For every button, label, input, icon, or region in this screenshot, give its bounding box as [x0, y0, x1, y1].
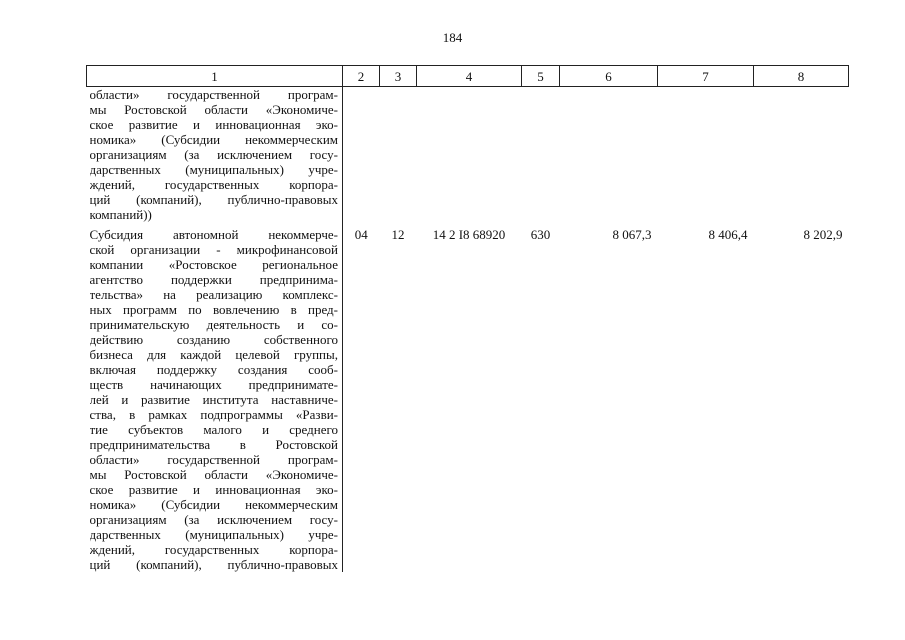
cell-expense-type: 630	[530, 227, 551, 242]
page-number: 184	[442, 30, 463, 45]
description-line: лей и развитие института наставниче-	[89, 392, 338, 407]
cell-amount-year-1	[560, 87, 658, 223]
description-line: ское развитие и инновационная эко-	[89, 117, 338, 132]
cell-expense-type	[522, 87, 560, 223]
header-col-5: 5	[522, 66, 560, 87]
description-line: дарственных (муниципальных) учре-	[89, 527, 338, 542]
description-line: ных программ по вовлечению в пред-	[89, 302, 338, 317]
header-col-2: 2	[343, 66, 380, 87]
cell-subsection	[380, 87, 417, 223]
header-col-8: 8	[754, 66, 849, 87]
description-line: ществ начинающих предпринимате-	[89, 377, 338, 392]
description-line: предпринимательства в Ростовской	[89, 437, 338, 452]
table-row-subsidy	[87, 222, 849, 572]
description-line: ций (компаний), публично-правовых	[89, 192, 338, 207]
cell-amount-year-2	[658, 87, 754, 223]
header-col-3: 3	[380, 66, 417, 87]
row-description	[87, 87, 343, 223]
row-description	[87, 222, 343, 572]
description-line: дарственных (муниципальных) учре-	[89, 162, 338, 177]
description-line: области» государственной програм-	[89, 87, 338, 102]
description-line: компании «Ростовское региональное	[89, 257, 338, 272]
description-line: действию созданию собственного	[89, 332, 338, 347]
cell-section: 04	[354, 227, 368, 242]
header-col-1: 1	[87, 66, 343, 87]
header-col-6: 6	[560, 66, 658, 87]
description-line: организациям (за исключением госу-	[89, 147, 338, 162]
cell-amount-year-3: 8 202,9	[803, 227, 843, 242]
description-line: ждений, государственных корпора-	[89, 177, 338, 192]
cell-subsection: 12	[391, 227, 405, 242]
cell-target-article	[417, 87, 522, 223]
table-row-continued	[87, 87, 849, 223]
cell-section	[343, 87, 380, 223]
description-line: включая поддержку создания сооб-	[89, 362, 338, 377]
description-line: номика» (Субсидии некоммерческим	[89, 497, 338, 512]
description-line: номика» (Субсидии некоммерческим	[89, 132, 338, 147]
description-line: организациям (за исключением госу-	[89, 512, 338, 527]
cell-target-article: 14 2 I8 68920	[432, 227, 506, 242]
description-line: ское развитие и инновационная эко-	[89, 482, 338, 497]
description-line: агентство поддержки предпринима-	[89, 272, 338, 287]
description-line: мы Ростовской области «Экономиче-	[89, 467, 338, 482]
header-col-4: 4	[417, 66, 522, 87]
description-line: области» государственной програм-	[89, 452, 338, 467]
description-line: ждений, государственных корпора-	[89, 542, 338, 557]
column-number-header	[87, 66, 849, 87]
cell-amount-year-1: 8 067,3	[612, 227, 652, 242]
description-line: ской организации - микрофинансовой	[89, 242, 338, 257]
description-line: тельства» на реализацию комплекс-	[89, 287, 338, 302]
description-line: ства, в рамках подпрограммы «Разви-	[89, 407, 338, 422]
cell-amount-year-3	[754, 87, 849, 223]
cell-amount-year-2: 8 406,4	[708, 227, 748, 242]
description-line: мы Ростовской области «Экономиче-	[89, 102, 338, 117]
description-line: компаний))	[89, 207, 152, 222]
description-line: бизнеса для каждой целевой группы,	[89, 347, 338, 362]
description-line: тие субъектов малого и среднего	[89, 422, 338, 437]
description-line: ций (компаний), публично-правовых	[89, 557, 338, 572]
description-line: Субсидия автономной некоммерче-	[89, 227, 338, 242]
budget-table	[86, 65, 849, 572]
header-col-7: 7	[658, 66, 754, 87]
description-line: принимательскую деятельность и со-	[89, 317, 338, 332]
